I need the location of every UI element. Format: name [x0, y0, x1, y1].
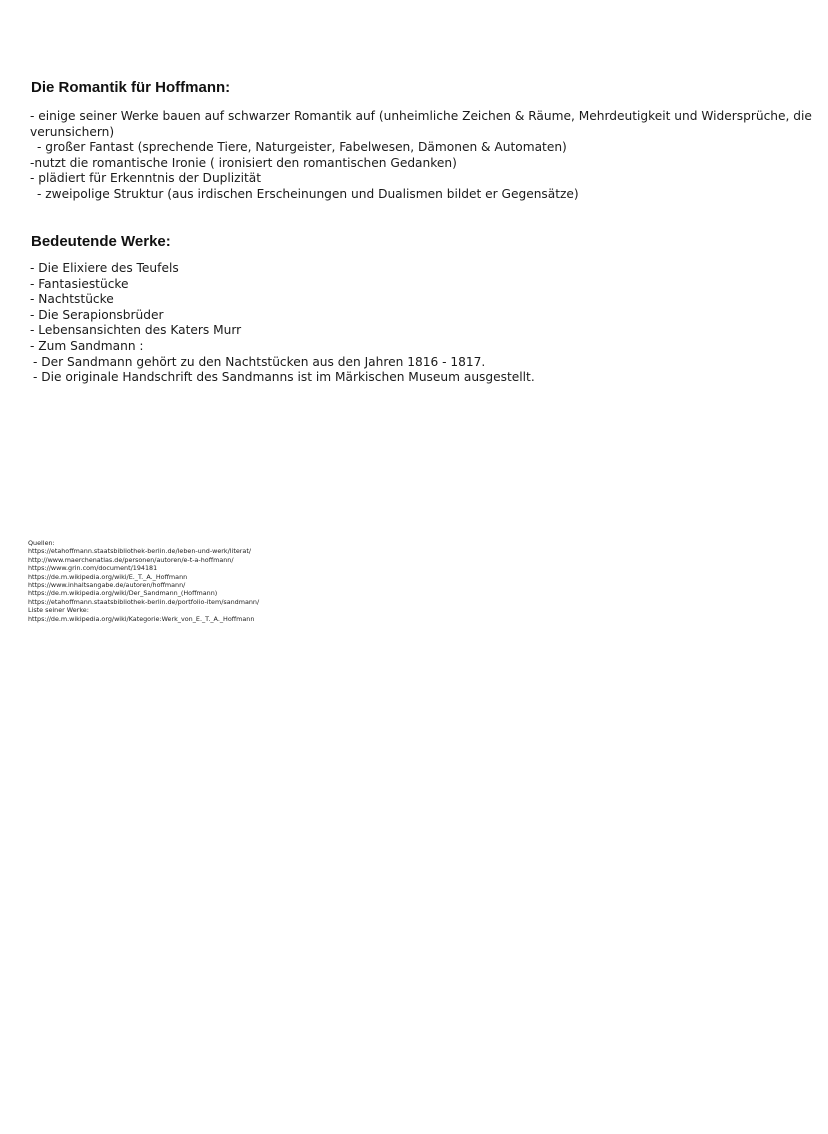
source-url: https://de.m.wikipedia.org/wiki/E._T._A._Hoffmann	[28, 572, 188, 581]
romantik-line: - großer Fantast (sprechende Tiere, Naturgeister, Fabelwesen, Dämonen & Automaten)	[37, 140, 567, 155]
romantik-line: -nutzt die romantische Ironie ( ironisiert den romantischen Gedanken)	[30, 155, 457, 170]
werke-list-item: - Die Elixiere des Teufels	[30, 261, 179, 275]
source-url: http://www.maerchenatlas.de/personen/autoren/e-t-a-hoffmann/	[28, 555, 234, 564]
werke-list	[30, 261, 820, 386]
werke-list-item: - Der Sandmann gehört zu den Nachtstücken aus den Jahren 1816 - 1817.	[33, 354, 486, 369]
romantik-line: - einige seiner Werke bauen auf schwarzer Romantik auf (unheimliche Zeichen & Räume, Mehrdeutigkeit und Widersprüche, die	[30, 109, 812, 123]
werke-list-item: - Die Serapionsbrüder	[30, 307, 164, 322]
werke-list-item: - Lebensansichten des Katers Murr	[30, 323, 242, 338]
werke-list-item: - Nachtstücke	[30, 292, 114, 307]
romantik-line: - plädiert für Erkenntnis der Duplizität	[30, 171, 261, 186]
source-url: https://etahoffmann.staatsbibliothek-berlin.de/portfolio-item/sandmann/	[28, 597, 260, 606]
works-label: Liste seiner Werke:	[28, 606, 89, 615]
romantik-text-block	[30, 109, 820, 203]
source-url: https://etahoffmann.staatsbibliothek-berlin.de/leben-und-werk/literat/	[28, 547, 251, 556]
romantik-line: - zweipolige Struktur (aus irdischen Erscheinungen und Dualismen bildet er Gegensätze)	[37, 186, 579, 201]
source-url: https://www.inhaltsangabe.de/autoren/hoffmann/	[28, 581, 186, 590]
werke-list-item: - Zum Sandmann :	[30, 338, 144, 353]
romantik-line: verunsichern)	[30, 124, 115, 139]
source-url: https://de.m.wikipedia.org/wiki/Der_Sandmann_(Hoffmann)	[28, 589, 218, 598]
works-url: https://de.m.wikipedia.org/wiki/Kategorie:Werk_von_E._T._A._Hoffmann	[28, 614, 255, 623]
werke-list-item: - Fantasiestücke	[30, 276, 129, 291]
source-url: https://www.grin.com/document/194181	[28, 564, 158, 573]
werke-list-item: - Die originale Handschrift des Sandmanns ist im Märkischen Museum ausgestellt.	[33, 370, 535, 385]
heading-werke: Bedeutende Werke:	[31, 233, 171, 250]
sources-label: Quellen:	[28, 539, 55, 547]
sources-block	[28, 539, 428, 623]
heading-romantik: Die Romantik für Hoffmann:	[31, 79, 231, 96]
